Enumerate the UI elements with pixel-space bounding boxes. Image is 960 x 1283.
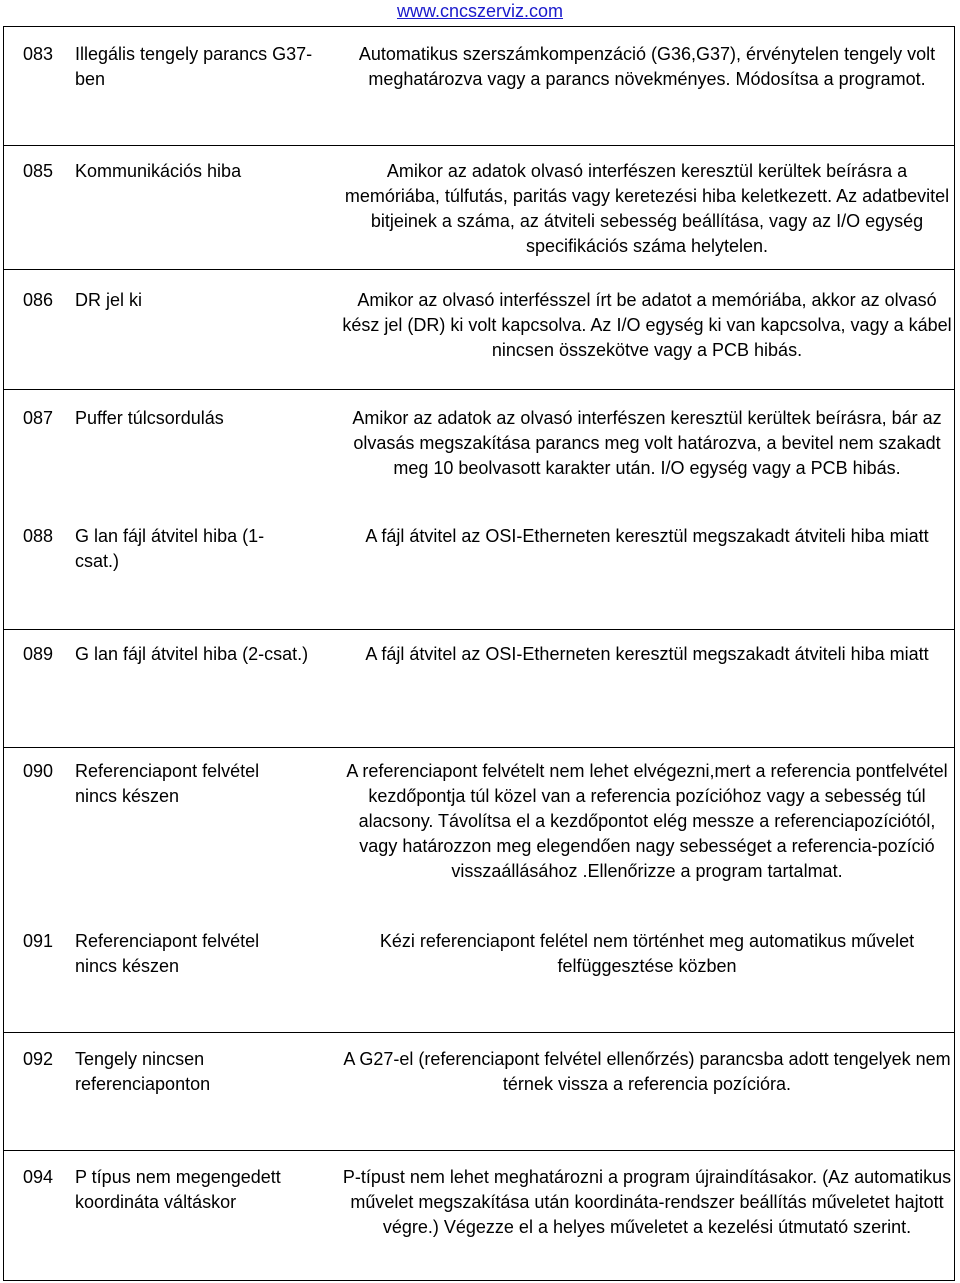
- error-description: Amikor az adatok az olvasó interfészen keresztül kerültek beírásra, bár az olvasás megszakítása parancs meg volt határozva, a bevitel nem szakadt meg 10 beolvasott karakter után. I/O egység vagy a PCB hibás.: [352, 408, 942, 478]
- error-name: Referenciapont felvétel nincs készen: [75, 931, 260, 976]
- error-description: P-típust nem lehet meghatározni a program újraindításakor. (Az automatikus művelet megszakítása után koordináta-rendszer beállítás műveletet hajtott végre.) Végezze el a helyes műveletet a kezelési útmutató szerint.: [342, 1167, 952, 1237]
- error-name: Puffer túlcsordulás: [75, 408, 224, 428]
- error-description: Automatikus szerszámkompenzáció (G36,G37), érvénytelen tengely volt meghatározva vagy a parancs növekményes. Módosítsa a programot.: [358, 44, 936, 89]
- error-name: Illegális tengely parancs G37-ben: [75, 44, 313, 89]
- error-description: Amikor az olvasó interfésszel írt be adatot a memóriába, akkor az olvasó kész jel (DR) ki volt kapcsolva. Az I/O egység ki van kapcsolva, vagy a kábel nincsen összekötve vagy a PCB hibás.: [342, 290, 952, 360]
- error-code: 086: [23, 290, 54, 310]
- error-description: A referenciapont felvételt nem lehet elvégezni,mert a referencia pontfelvétel kezdőpontja túl közel van a referencia pozícióhoz vagy a sebesség túl alacsony. Távolítsa el a kezdőpontot elég messze a referenciapozíciótól, vagy határozzon meg elegendően nagy sebességet a referencia-pozíció visszaállásához .Ellenőrizze a program tartalmat.: [346, 761, 948, 881]
- error-code: 083: [23, 44, 54, 64]
- site-url-link[interactable]: www.cncszerviz.com: [396, 1, 564, 21]
- error-description: Kézi referenciapont felétel nem történhet meg automatikus művelet felfüggesztése közben: [379, 931, 915, 976]
- error-name: P típus nem megengedett koordináta váltáskor: [75, 1167, 281, 1212]
- error-name: Tengely nincsen referenciaponton: [75, 1049, 211, 1094]
- error-code: 090: [23, 761, 54, 781]
- error-code: 092: [23, 1049, 54, 1069]
- error-description: A G27-el (referenciapont felvétel ellenőrzés) parancsba adott tengelyek nem térnek vissza a referencia pozícióra.: [343, 1049, 951, 1094]
- error-code: 089: [23, 644, 54, 664]
- error-code: 088: [23, 526, 54, 546]
- error-description: A fájl átvitel az OSI-Etherneten keresztül megszakadt átviteli hiba miatt: [365, 526, 929, 546]
- error-code: 091: [23, 931, 54, 951]
- error-code: 087: [23, 408, 54, 428]
- error-name: DR jel ki: [75, 290, 143, 310]
- error-code: 085: [23, 161, 54, 181]
- error-description: Amikor az adatok olvasó interfészen keresztül kerültek beírásra a memóriába, túlfutás, paritás vagy keretezési hiba keletkezett. Az adatbevitel bitjeinek a száma, az átviteli sebesség beállítása, vagy az I/O egység specifikációs száma helytelen.: [344, 161, 950, 256]
- error-name: Kommunikációs hiba: [75, 161, 242, 181]
- error-description: A fájl átvitel az OSI-Etherneten keresztül megszakadt átviteli hiba miatt: [365, 644, 929, 664]
- error-name: Referenciapont felvétel nincs készen: [75, 761, 260, 806]
- error-name: G lan fájl átvitel hiba (1-csat.): [75, 526, 265, 571]
- error-code: 094: [23, 1167, 54, 1187]
- error-name: G lan fájl átvitel hiba (2-csat.): [75, 644, 309, 664]
